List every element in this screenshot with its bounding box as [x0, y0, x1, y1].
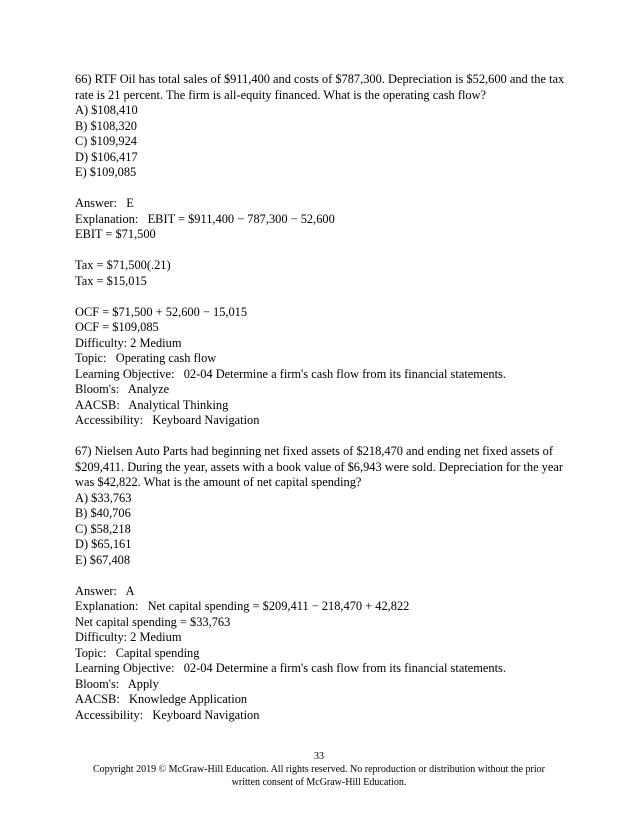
explanation-line: Explanation: Net capital spending = $209,411 − 218,470 + 42,822 [75, 599, 410, 613]
copyright-line: Copyright 2019 © McGraw-Hill Education. All rights reserved. No reproduction or distribution without the prior [93, 764, 545, 775]
option-c: C) $109,924 [75, 134, 137, 148]
option-b: B) $40,706 [75, 506, 131, 520]
option-a: A) $33,763 [75, 490, 132, 505]
blooms: Bloom's: Analyze [75, 382, 170, 396]
learning-objective: Learning Objective: 02-04 Determine a firm's cash flow from its financial statements. [75, 366, 506, 381]
question-67-text: 67) Nielsen Auto Parts had beginning net fixed assets of $218,470 and ending net fixed assets of $209,411. During the year, assets with a book value of $6,943 were sold. Depreciation for the year was $42,822. What is the amount of net capital spending? [75, 444, 563, 489]
question-66-text: 66) RTF Oil has total sales of $911,400 and costs of $787,300. Depreciation is $52,600 and the tax rate is 21 percent. The firm is all-equity financed. What is the operating cash flow? [75, 72, 565, 102]
question-67 [75, 444, 575, 723]
option-d: D) $65,161 [75, 537, 132, 551]
answer: Answer: E [75, 196, 134, 210]
option-e: E) $67,408 [75, 552, 131, 567]
accessibility: Accessibility: Keyboard Navigation [75, 707, 260, 722]
option-a: A) $108,410 [75, 103, 138, 117]
aacsb: AACSB: Analytical Thinking [75, 397, 229, 412]
explanation-line: EBIT = $71,500 [75, 227, 156, 241]
answer: Answer: A [75, 583, 135, 598]
option-e: E) $109,085 [75, 165, 137, 179]
page-footer [40, 750, 598, 789]
ocf-line: OCF = $109,085 [75, 320, 159, 334]
explanation-line: Net capital spending = $33,763 [75, 614, 231, 629]
question-66 [75, 72, 575, 429]
blooms: Bloom's: Apply [75, 676, 159, 691]
page-content [75, 72, 575, 723]
difficulty: Difficulty: 2 Medium [75, 335, 182, 350]
topic: Topic: Capital spending [75, 645, 200, 660]
option-d: D) $106,417 [75, 149, 138, 164]
accessibility: Accessibility: Keyboard Navigation [75, 413, 260, 427]
ocf-line: OCF = $71,500 + 52,600 − 15,015 [75, 304, 248, 319]
page-number: 33 [314, 751, 324, 762]
tax-line: Tax = $15,015 [75, 273, 147, 288]
option-b: B) $108,320 [75, 118, 137, 133]
explanation-line: Explanation: EBIT = $911,400 − 787,300 − 52,600 [75, 211, 335, 226]
difficulty: Difficulty: 2 Medium [75, 630, 182, 644]
tax-line: Tax = $71,500(.21) [75, 258, 171, 272]
copyright-line: written consent of McGraw-Hill Education. [231, 777, 407, 788]
option-c: C) $58,218 [75, 521, 131, 536]
aacsb: AACSB: Knowledge Application [75, 692, 248, 706]
topic: Topic: Operating cash flow [75, 351, 217, 365]
learning-objective: Learning Objective: 02-04 Determine a firm's cash flow from its financial statements. [75, 661, 506, 675]
